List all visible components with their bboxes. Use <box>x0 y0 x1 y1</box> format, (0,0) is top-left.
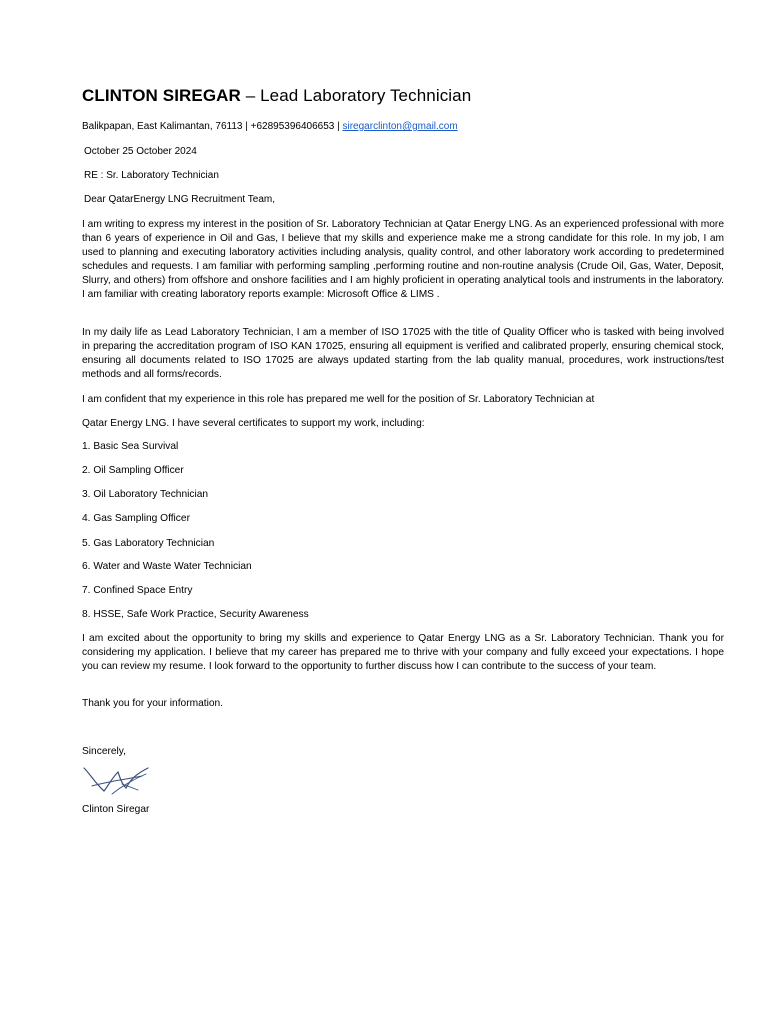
applicant-name: CLINTON SIREGAR <box>82 86 241 105</box>
list-item: 1. Basic Sea Survival <box>82 441 179 452</box>
list-item: 6. Water and Waste Water Technician <box>82 561 252 572</box>
list-item: 5. Gas Laboratory Technician <box>82 538 215 549</box>
list-item: 7. Confined Space Entry <box>82 585 193 596</box>
paragraph-closing: I am excited about the opportunity to bring my skills and experience to Qatar Energy LNG as a Sr. Laboratory Technician. Thank you for considering my application. I believe that my career has prepared me to thrive with your company and fully exceed your expectations. I hope you can review my resume. I look forward to the opportunity to further discuss how I can contribute to the success of your team. <box>82 633 724 672</box>
salutation: Dear QatarEnergy LNG Recruitment Team, <box>84 194 276 205</box>
address-phone: Balikpapan, East Kalimantan, 76113 | +62895396406653 | <box>82 121 343 132</box>
thanks-line: Thank you for your information. <box>82 698 223 709</box>
paragraph-intro: I am writing to express my interest in the position of Sr. Laboratory Technician at Qatar Energy LNG. As an experienced professional with more than 6 years of experience in Oil and Gas, I believe that my skills and experience make me a strong candidate for this role. In my job, I am used to planning and executing laboratory activities including analysis, quality control, and other laboratory work according to predetermined schedules and requests. I am familiar with performing sampling ,performing routine and non-routine analysis (Crude Oil, Gas, Water, Deposit, Slurry, and others) from offshore and onshore facilities and I am highly proficient in operating analytical tools and instruments in the laboratory. I am familiar with creating laboratory reports example: Microsoft Office & LIMS . <box>82 219 724 300</box>
list-item: 2. Oil Sampling Officer <box>82 465 184 476</box>
title-separator: – <box>240 86 261 105</box>
paragraph-confidence-line1: I am confident that my experience in this role has prepared me well for the position of Sr. Laboratory Technician at <box>82 394 595 405</box>
handwritten-signature <box>82 764 152 798</box>
list-item: 8. HSSE, Safe Work Practice, Security Awareness <box>82 609 309 620</box>
email-link[interactable]: siregarclinton@gmail.com <box>342 121 458 132</box>
list-item: 3. Oil Laboratory Technician <box>82 489 209 500</box>
signer-name: Clinton Siregar <box>82 804 150 815</box>
re-line: RE : Sr. Laboratory Technician <box>84 170 219 181</box>
list-item: 4. Gas Sampling Officer <box>82 513 190 524</box>
paragraph-confidence-line2: Qatar Energy LNG. I have several certificates to support my work, including: <box>82 418 425 429</box>
applicant-role: Lead Laboratory Technician <box>260 86 472 105</box>
paragraph-daily-role: In my daily life as Lead Laboratory Technician, I am a member of ISO 17025 with the title of Quality Officer who is tasked with being involved in preparing the accreditation program of ISO KAN 17025, ensuring all equipment is verified and calibrated properly, ensuring chemical stock, ensuring all documents related to ISO 17025 are always updated starting from the lab quality manual, procedures, work instructions/test methods and all forms/records. <box>82 327 724 380</box>
closing-line: Sincerely, <box>82 746 126 757</box>
contact-line <box>82 121 458 132</box>
letter-date: October 25 October 2024 <box>84 146 197 157</box>
letter-title <box>82 86 471 106</box>
